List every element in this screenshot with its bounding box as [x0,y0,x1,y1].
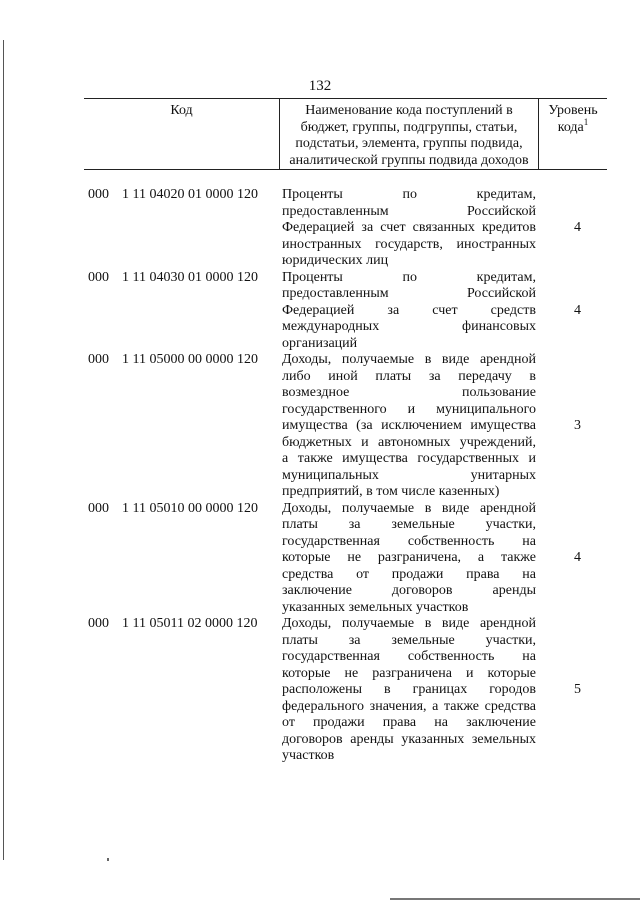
revenue-name-line: Доходы, получаемые в виде арендной [282,500,536,516]
header-level-line: Уровень [548,103,598,118]
revenue-name-line: Федерацией за счет связанных кредитов [282,220,536,235]
code-level: 3 [574,418,581,433]
revenue-name-line: Доходы, получаемые в виде арендной [282,616,536,631]
revenue-name-line: платы за земельные участки, [282,517,536,532]
table-row [84,501,607,617]
revenue-name-line: предприятий, в том числе казенных) [282,484,500,499]
revenue-code: 1 11 05011 02 0000 120 [122,616,258,631]
revenue-name-line: которые не разграничена, а также [282,550,536,565]
revenue-name-line: Проценты по кредитам, [282,269,536,285]
revenue-code: 1 11 05000 00 0000 120 [122,352,258,367]
revenue-name-line: договоров аренды указанных земельных [282,731,536,747]
revenue-code: 1 11 04030 01 0000 120 [122,269,258,285]
footnote-marker: 1 [583,116,589,127]
revenue-name-line: бюджетных и автономных учреждений, [282,434,536,450]
revenue-name-line: международных финансовых [282,319,536,334]
revenue-name-line: федерального значения, а также средства [282,698,536,714]
revenue-code: 1 11 05010 00 0000 120 [122,500,258,516]
scan-mark [107,858,109,861]
table-row [84,352,607,501]
revenue-name-line: юридических лиц [282,253,389,268]
revenue-name [282,270,536,353]
revenue-name-line: либо иной платы за передачу в [282,368,536,384]
revenue-name-line: участков [282,748,335,763]
header-level [539,99,607,169]
table-body [84,187,607,765]
revenue-name-line: указанных земельных участков [282,599,469,615]
page-number: 132 [308,78,332,94]
revenue-name-line: предоставленным Российской [282,286,536,301]
revenue-name-line: имущества (за исключением имущества [282,418,536,433]
revenue-name-line: иностранных государств, иностранных [282,236,536,252]
revenue-name [282,616,536,765]
revenue-name-line: а также имущества государственных и [282,451,536,466]
revenue-name-line: средства от продажи права на [282,566,536,582]
revenue-name-line: заключение договоров аренды [282,583,536,598]
revenue-name-line: платы за земельные участки, [282,632,536,648]
code-level: 4 [574,550,581,565]
revenue-name-line: предоставленным Российской [282,203,536,219]
revenue-name [282,187,536,270]
admin-code: 000 [88,187,109,202]
header-name-line: Наименование кода поступлений в [305,103,513,118]
revenue-name-line: расположены в границах городов [282,682,536,697]
revenue-name [282,352,536,501]
header-name [280,99,539,169]
admin-code: 000 [88,616,109,631]
revenue-name-line: организаций [282,335,358,351]
revenue-name-line: от продажи права на заключение [282,715,536,730]
table-row [84,616,607,765]
revenue-name-line: государственная собственность на [282,649,536,664]
revenue-name [282,501,536,617]
revenue-name-line: муниципальных унитарных [282,467,536,483]
scan-edge-line [3,40,4,860]
header-code: Код [84,99,280,169]
revenue-name-line: государственная собственность на [282,533,536,549]
scan-bottom-edge [390,898,640,900]
code-level: 5 [574,682,581,697]
code-level: 4 [574,220,581,235]
admin-code: 000 [88,500,109,516]
header-name-line: бюджет, группы, подгруппы, статьи, [300,119,518,135]
revenue-name-line: Проценты по кредитам, [282,187,536,202]
header-level-word: кода [557,119,584,135]
header-level-line [539,116,607,137]
revenue-name-line: Федерацией за счет средств [282,302,536,318]
admin-code: 000 [88,352,109,367]
header-name-line: аналитической группы подвида доходов [289,152,529,168]
revenue-name-line: которые не разграничена и которые [282,665,536,681]
revenue-name-line: государственного и муниципального [282,401,536,417]
header-name-line: подстатьи, элемента, группы подвида, [295,136,523,151]
revenue-code: 1 11 04020 01 0000 120 [122,187,258,202]
code-level: 4 [574,302,581,318]
revenue-name-line: возмездное пользование [282,385,536,400]
revenue-name-line: Доходы, получаемые в виде арендной [282,352,536,367]
table-header [84,98,607,170]
table-row [84,270,607,353]
admin-code: 000 [88,269,109,285]
table-row [84,187,607,270]
